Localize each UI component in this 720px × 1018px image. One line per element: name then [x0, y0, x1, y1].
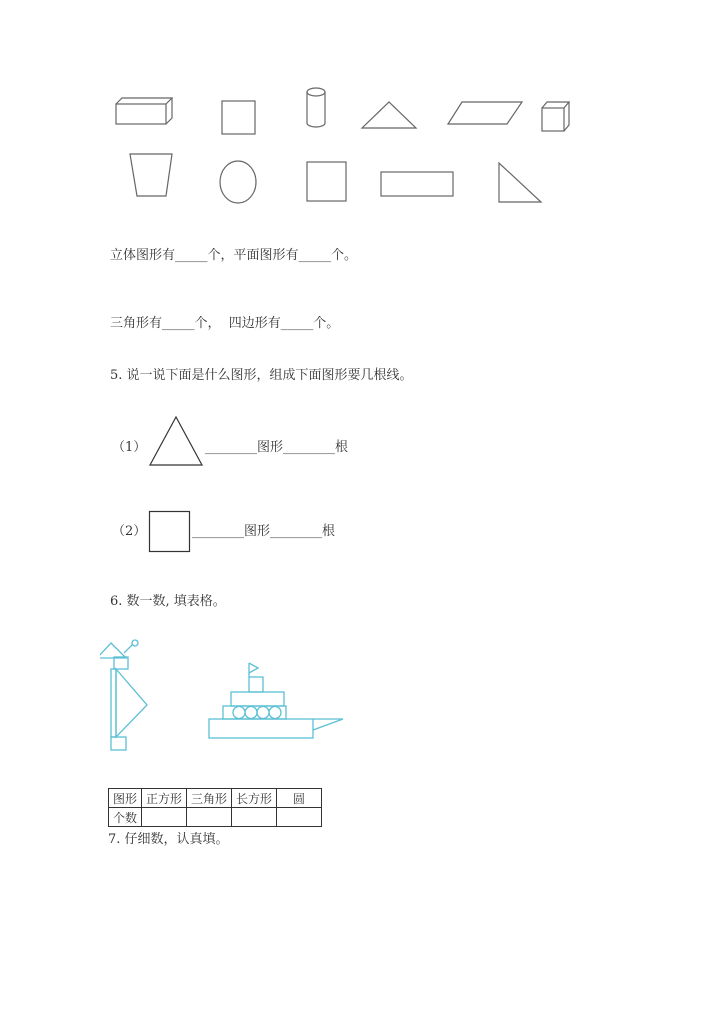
square-shape-2 — [307, 162, 346, 201]
triangle-shape-2 — [499, 163, 541, 202]
table-cell-input[interactable] — [277, 808, 322, 827]
q5-item2-label: （2） — [112, 524, 147, 539]
rectangle-shape — [381, 172, 453, 196]
table-cell-input[interactable] — [232, 808, 277, 827]
tower-figure — [100, 640, 147, 750]
table-cell: 正方形 — [142, 789, 187, 808]
table-row — [109, 808, 322, 827]
square-shape-1 — [222, 101, 255, 134]
q5-item1-label: （1） — [112, 440, 147, 455]
circle-shape — [220, 161, 256, 203]
parallelogram-shape — [448, 102, 522, 124]
shapes-figure — [0, 0, 720, 215]
q7-title: 7. 仔细数，认真填。 — [108, 832, 229, 847]
count-table — [108, 788, 322, 827]
table-cell: 圆 — [277, 789, 322, 808]
ship-figure — [209, 663, 343, 738]
q4-line-1: 立体图形有_____个，平面图形有_____个。 — [110, 248, 358, 263]
q6-title: 6. 数一数, 填表格。 — [110, 594, 226, 609]
q4-line-2: 三角形有_____个， 四边形有_____个。 — [110, 316, 340, 331]
cuboid-shape — [116, 98, 172, 124]
q5-item2-text: ________图形________根 — [192, 524, 336, 539]
trapezoid-shape — [130, 154, 172, 196]
q6-figures — [100, 635, 360, 760]
table-cell: 长方形 — [232, 789, 277, 808]
triangle-shape-1 — [362, 102, 416, 128]
table-header-row — [109, 789, 322, 808]
table-cell: 图形 — [109, 789, 142, 808]
q5-triangle-figure — [148, 414, 206, 468]
table-cell-input[interactable] — [187, 808, 232, 827]
cube-shape — [542, 102, 569, 131]
table-cell-input[interactable] — [142, 808, 187, 827]
q5-square-figure — [148, 510, 192, 554]
cylinder-shape — [307, 88, 325, 127]
q5-item1-text: ________图形________根 — [205, 440, 349, 455]
q5-title: 5. 说一说下面是什么图形，组成下面图形要几根线。 — [110, 368, 413, 383]
table-cell: 个数 — [109, 808, 142, 827]
table-cell: 三角形 — [187, 789, 232, 808]
